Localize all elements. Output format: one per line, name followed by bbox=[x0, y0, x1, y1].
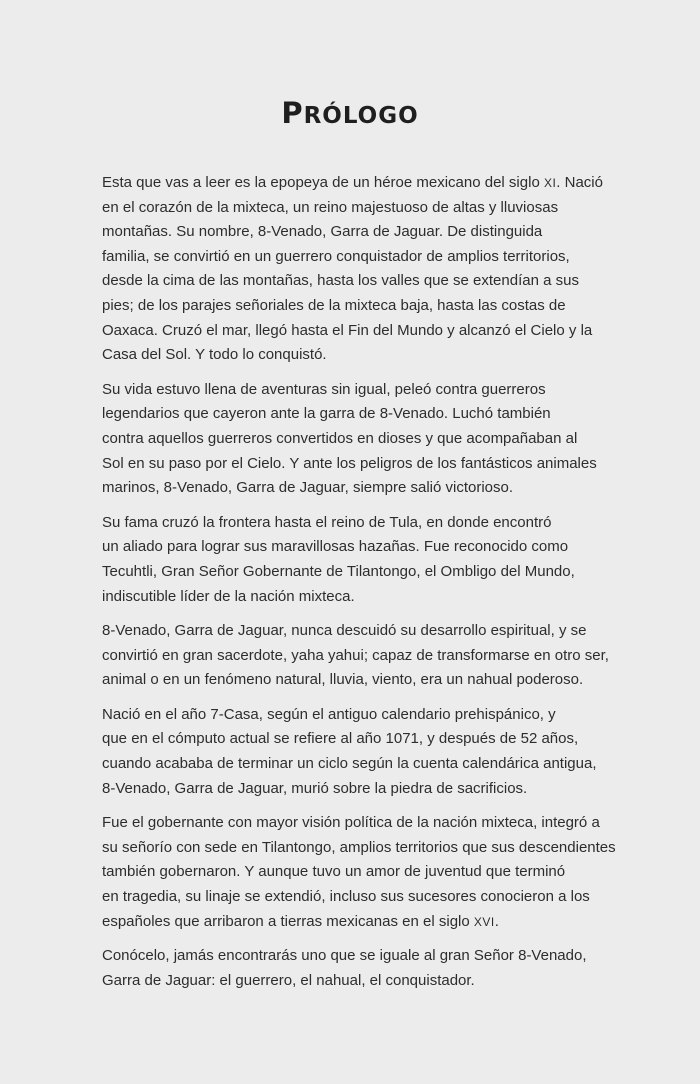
text-line: Esta que vas a leer es la epopeya de un héroe mexicano del siglo XI. Nació bbox=[102, 174, 603, 191]
text-line: desde la cima de las montañas, hasta los valles que se extendían a sus bbox=[102, 272, 579, 290]
title-initial: P bbox=[281, 96, 304, 130]
paragraph bbox=[102, 811, 620, 934]
text-line: Sol en su paso por el Cielo. Y ante los peligros de los fantásticos animales bbox=[102, 454, 597, 472]
text-line: en el corazón de la mixteca, un reino majestuoso de altas y lluviosas bbox=[102, 198, 559, 216]
text-line: que en el cómputo actual se refiere al año 1071, y después de 52 años, bbox=[102, 730, 579, 748]
text-line: 8-Venado, Garra de Jaguar, nunca descuidó su desarrollo espiritual, y se bbox=[102, 622, 587, 640]
text-line: cuando acababa de terminar un ciclo según la cuenta calendárica antigua, bbox=[102, 755, 597, 773]
text-line: Su fama cruzó la frontera hasta el reino de Tula, en donde encontró bbox=[102, 513, 552, 531]
text-line: también gobernaron. Y aunque tuvo un amor de juventud que terminó bbox=[102, 863, 566, 881]
text-line: legendarios que cayeron ante la garra de 8-Venado. Luchó también bbox=[102, 405, 551, 423]
text-line: en tragedia, su linaje se extendió, incluso sus sucesores conocieron a los bbox=[102, 888, 590, 906]
text-line: Tecuhtli, Gran Señor Gobernante de Tilantongo, el Ombligo del Mundo, bbox=[102, 562, 575, 580]
paragraph bbox=[102, 944, 620, 993]
text-line: un aliado para lograr sus maravillosas hazañas. Fue reconocido como bbox=[102, 538, 569, 556]
text-line: 8-Venado, Garra de Jaguar, murió sobre la piedra de sacrificios. bbox=[102, 779, 528, 797]
paragraph bbox=[102, 378, 620, 501]
text-line: pies; de los parajes señoriales de la mixteca baja, hasta las costas de bbox=[102, 296, 566, 314]
title-rest: RÓLOGO bbox=[303, 103, 419, 129]
paragraph bbox=[102, 171, 620, 368]
paragraph bbox=[102, 619, 620, 693]
paragraph bbox=[102, 703, 620, 801]
text-line: familia, se convirtió en un guerrero conquistador de amplios territorios, bbox=[102, 247, 570, 265]
page-title bbox=[0, 96, 700, 130]
text-line: su señorío con sede en Tilantongo, amplios territorios que sus descendientes bbox=[102, 838, 616, 856]
text-line: Fue el gobernante con mayor visión política de la nación mixteca, integró a bbox=[102, 814, 600, 832]
paragraph bbox=[102, 511, 620, 609]
text-line: contra aquellos guerreros convertidos en dioses y que acompañaban al bbox=[102, 429, 578, 447]
text-line: Oaxaca. Cruzó el mar, llegó hasta el Fin del Mundo y alcanzó el Cielo y la bbox=[102, 321, 593, 339]
text-line: marinos, 8-Venado, Garra de Jaguar, siempre salió victorioso. bbox=[102, 479, 514, 497]
text-line: convirtió en gran sacerdote, yaha yahui; capaz de transformarse en otro ser, bbox=[102, 646, 609, 664]
text-line: Conócelo, jamás encontrarás uno que se iguale al gran Señor 8-Venado, bbox=[102, 947, 587, 965]
prologue-body bbox=[102, 171, 620, 1003]
text-line: españoles que arribaron a tierras mexicanas en el siglo XVI. bbox=[102, 912, 499, 930]
text-line: Su vida estuvo llena de aventuras sin igual, peleó contra guerreros bbox=[102, 380, 546, 398]
text-line: montañas. Su nombre, 8-Venado, Garra de Jaguar. De distinguida bbox=[102, 223, 543, 241]
text-line: Casa del Sol. Y todo lo conquistó. bbox=[102, 346, 327, 364]
text-line: Nació en el año 7-Casa, según el antiguo calendario prehispánico, y bbox=[102, 705, 556, 723]
text-line: Garra de Jaguar: el guerrero, el nahual, el conquistador. bbox=[102, 971, 475, 989]
text-line: indiscutible líder de la nación mixteca. bbox=[102, 587, 355, 605]
text-line: animal o en un fenómeno natural, lluvia, viento, era un nahual poderoso. bbox=[102, 671, 584, 689]
